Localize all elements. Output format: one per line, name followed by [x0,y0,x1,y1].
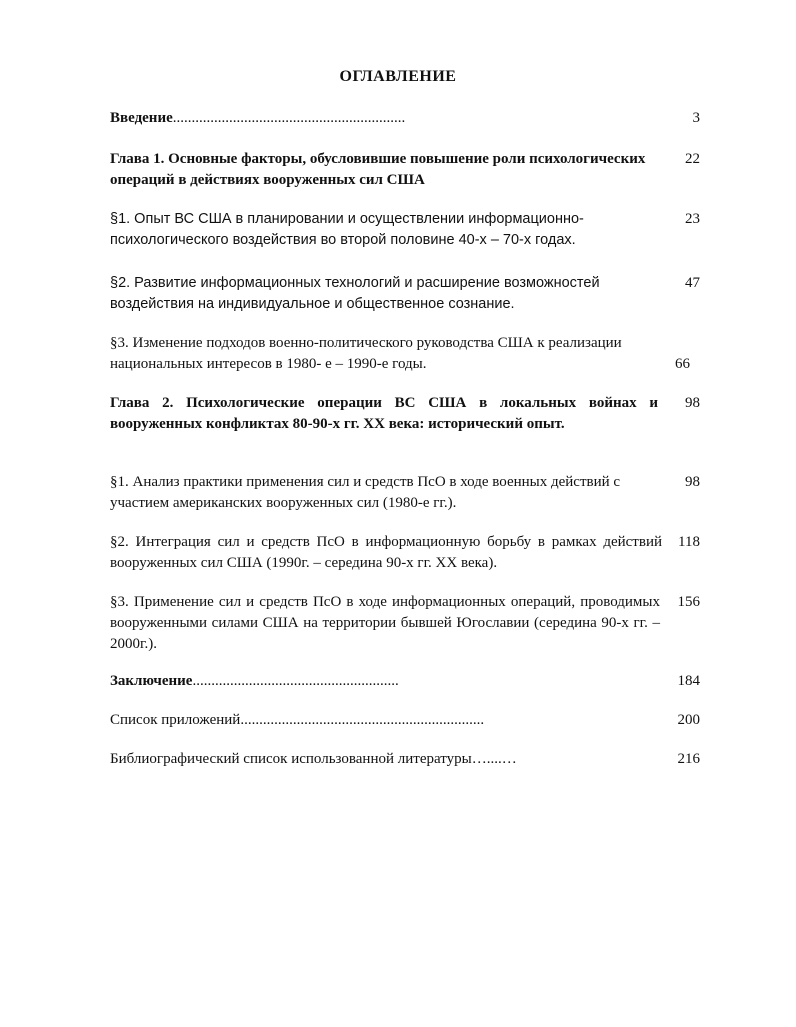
toc-entry-label: Библиографический список использованной литературы [110,751,472,767]
toc-entry-label: Заключение [110,673,193,689]
toc-leader-dots: …....… [471,751,517,767]
toc-entry-label: Список приложений [110,712,241,728]
toc-entry-section-2-3[interactable]: §3. Применение сил и средств ПсО в ходе информационных операций, проводимых вооруженными силами США на территории бывшей Югославии (середина 90-х гг. – 2000г.). [110,594,660,652]
toc-entry-chapter-1[interactable]: Глава 1. Основные факторы, обусловившие повышение роли психологических операций в действиях вооруженных сил США [110,151,646,188]
toc-page-number: 200 [677,712,700,728]
toc-entry-section-1-2[interactable]: §2. Развитие информационных технологий и расширение возможностей воздействия на индивидуальное и общественное сознание. [110,275,600,312]
toc-entry-section-2-1[interactable]: §1. Анализ практики применения сил и средств ПсО в ходе военных действий с участием американских вооруженных сил (1980-е гг.). [110,474,621,511]
toc-page-number: 118 [678,534,700,550]
toc-leader-dots: .............................................................. [172,110,406,126]
toc-leader-dots: ................................................................. [240,712,485,728]
page-title: ОГЛАВЛЕНИЕ [339,68,457,85]
toc-page-number: 66 [675,356,690,372]
toc-page-number: 98 [685,474,700,490]
toc-entry-conclusion[interactable] [110,671,660,692]
toc-page-number: 22 [685,151,700,167]
toc-page-number: 156 [677,594,700,610]
toc-entry-appendices[interactable] [110,710,660,731]
toc-page-number: 216 [677,751,700,767]
toc-entry-bibliography[interactable] [110,749,660,770]
toc-page-number: 98 [685,395,700,411]
toc-leader-dots: ....................................................... [192,673,399,689]
toc-entry-label: Введение [110,110,173,126]
toc-entry-chapter-2[interactable]: Глава 2. Психологические операции ВС США в локальных войнах и вооруженных конфликтах 80-90-х гг. XX века: исторический опыт. [110,395,658,432]
toc-page-number: 3 [692,110,700,126]
toc-entry-section-2-2[interactable]: §2. Интеграция сил и средств ПсО в информационную борьбу в рамках действий вооруженных сил США (1990г. – середина 90-х гг. XX века). [110,534,662,571]
toc-entry-section-1-3[interactable]: §3. Изменение подходов военно-политического руководства США к реализации национальных интересов в 1980- е – 1990-е годы. [110,335,622,372]
toc-entry-section-1-1[interactable]: §1. Опыт ВС США в планировании и осуществлении информационно-психологического воздействия во второй половине 40-х – 70-х годах. [110,211,584,248]
toc-page-number: 184 [677,673,700,689]
toc-page-number: 47 [685,275,700,291]
toc-page-number: 23 [685,211,700,227]
toc-entry-introduction[interactable] [110,108,660,129]
